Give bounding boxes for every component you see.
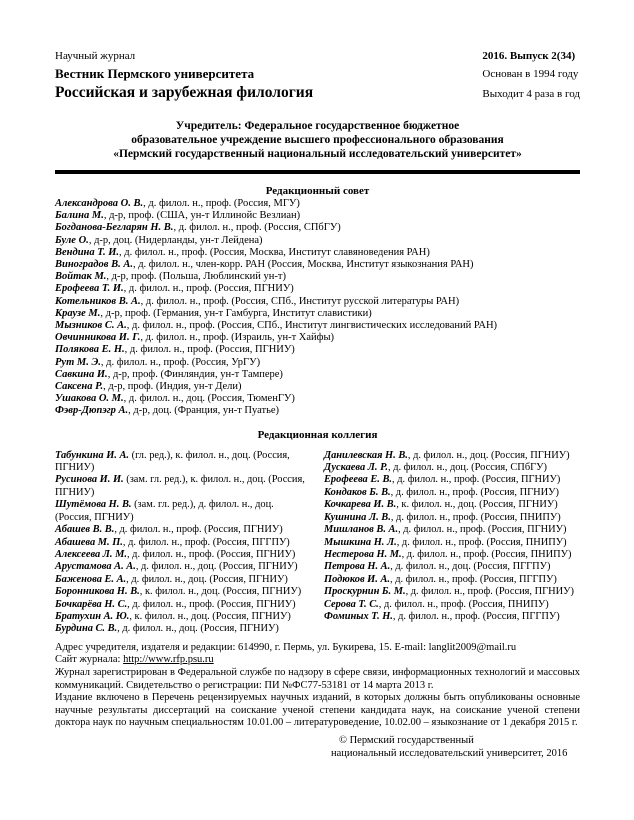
board-member: [324, 462, 580, 474]
inclusion-paragraph: Издание включено в Перечень рецензируемых научных изданий, в которых должны быть опубликованы основные научные результаты диссертаций на соискание ученой степени кандидата наук, на соискание ученой степени доктора наук по научным специальностям 10.01.00 – литературоведение, 10.02.00 – языкознание от 1 декабря 2015 г.: [55, 692, 580, 729]
board-member: [55, 611, 311, 623]
member-info: , к. филол. н., доц. (Россия, ПГНИУ): [139, 586, 302, 598]
board-member: [324, 549, 580, 561]
member-name: Краузе М.: [55, 307, 101, 319]
board-member: [55, 524, 311, 536]
member-name: Саксена Р.: [55, 381, 104, 393]
member-name: Войтак М.: [55, 271, 107, 283]
member-name: Кушнина Л. В.: [324, 511, 391, 523]
member-name: Табункина И. А.: [55, 449, 130, 461]
council-member: [55, 296, 580, 308]
member-info: , д-р, доц. (Франция, ун-т Пуатье): [128, 405, 280, 417]
board-member: [55, 561, 311, 573]
board-member: [55, 499, 311, 524]
board-member: [324, 450, 580, 462]
board-member: [324, 487, 580, 499]
board-member: [55, 549, 311, 561]
member-name: Бочкарёва Н. С.: [55, 598, 128, 610]
journal-site-link[interactable]: http://www.rfp.psu.ru: [123, 654, 214, 666]
council-member: [55, 357, 580, 369]
member-name: Рут М. Э.: [55, 356, 101, 368]
member-info: , д. филол. н., проф. (Россия, ПГНИУ): [405, 586, 574, 598]
founder-line: образовательное учреждение высшего профессионального образования: [131, 134, 504, 146]
member-info: , д. филол. н., проф. (Россия, ПГНИУ): [398, 524, 567, 536]
board-member: [55, 537, 311, 549]
member-name: Овчинникова И. Г.: [55, 332, 141, 344]
member-info: , д. филол. н., проф. (Россия, ПГГПУ): [390, 573, 557, 585]
member-info: , к. филол. н., доц. (Россия, ПГНИУ): [396, 499, 558, 511]
council-member: [55, 308, 580, 320]
member-name: Фэвр-Дюпэгр А.: [55, 405, 129, 417]
copyright-line-1: © Пермский государственный: [339, 734, 474, 746]
member-name: Подюков И. А.: [324, 573, 390, 585]
member-info: , д-р, проф. (США, ун-т Иллинойс Везлиан): [103, 210, 301, 222]
board-columns: [55, 450, 580, 636]
member-name: Савкина И.: [55, 368, 108, 380]
council-title: Редакционный совет: [265, 185, 370, 197]
member-info: , д. филол. н., проф. (Россия, ПГНИУ): [127, 598, 296, 610]
board-member: [324, 561, 580, 573]
board-member: [55, 450, 311, 475]
journal-type-label: Научный журнал: [55, 50, 136, 62]
board-member: [55, 574, 311, 586]
member-info: , д. филол. н., проф. (Россия, СПб., Институт лингвистических исследований РАН): [126, 320, 498, 332]
member-name: Петрова Н. А.: [324, 561, 391, 573]
member-name: Балина М.: [55, 210, 104, 222]
board-member: [324, 611, 580, 623]
member-info: , д. филол. н., доц. (Россия, ПГГПУ): [390, 561, 551, 573]
council-member: [55, 222, 580, 234]
council-member: [55, 271, 580, 283]
member-name: Александрова О. В.: [55, 198, 144, 209]
member-info: , д. филол. н., проф. (Россия, ПГГПУ): [122, 536, 290, 548]
member-info: , к. филол. н., доц. (Россия, ПГНИУ): [129, 610, 291, 622]
member-info: , д. филол. н., проф. (Россия, ПГГПУ): [392, 610, 560, 622]
council-member: [55, 283, 580, 295]
council-member: [55, 393, 580, 405]
member-name: Виноградов В. А.: [55, 259, 133, 271]
founder-statement: [55, 119, 580, 161]
council-member: [55, 344, 580, 356]
masthead-left: [55, 50, 313, 102]
board-member: [324, 537, 580, 549]
member-name: Дускаева Л. Р.: [324, 462, 388, 474]
member-info: , д. филол. н., проф. (Россия, СПб., Институт русской литературы РАН): [140, 295, 460, 307]
member-name: Ерофеева Т. И.: [55, 283, 124, 295]
council-member: [55, 198, 580, 210]
member-name: Шутёмова Н. В.: [55, 499, 132, 511]
member-name: Абашева М. П.: [55, 536, 123, 548]
board-member: [324, 599, 580, 611]
council-member: [55, 259, 580, 271]
member-info: , д. филол. н., проф. (Россия, ПНИПУ): [378, 598, 549, 610]
member-name: Данилевская Н. В.: [324, 449, 408, 461]
council-member: [55, 332, 580, 344]
board-member: [55, 586, 311, 598]
council-member: [55, 405, 580, 417]
member-name: Проскурнин Б. М.: [324, 586, 406, 598]
member-info: , д. филол. н., проф. (Россия, МГУ): [143, 198, 300, 209]
member-info: , д-р, проф. (Индия, ун-т Дели): [103, 381, 242, 393]
founded-label: Основан в 1994 году: [482, 68, 579, 80]
member-info: (гл. ред.), к. филол. н., доц. (Россия, ПГНИУ): [55, 449, 290, 474]
member-info: , д. филол. н., проф. (Россия, СПбГУ): [173, 222, 341, 234]
member-name: Кочкарева И. В.: [324, 499, 397, 511]
member-info: , д. филол. н., проф. (Россия, ПНИПУ): [401, 548, 572, 560]
board-member: [55, 599, 311, 611]
journal-title: Вестник Пермского университета: [55, 66, 255, 81]
member-name: Мызников С. А.: [55, 320, 127, 332]
member-info: , д-р, доц. (Нидерланды, ун-т Лейдена): [88, 234, 263, 246]
member-name: Ерофеева Е. В.: [324, 474, 393, 486]
board-member: [324, 474, 580, 486]
member-name: Фоминых Т. Н.: [324, 610, 393, 622]
masthead: [55, 50, 580, 102]
member-name: Боронникова Н. В.: [55, 586, 140, 598]
member-name: Братухин А. Ю.: [55, 610, 130, 622]
registration-paragraph: Журнал зарегистрирован в Федеральной службе по надзору в сфере связи, информационных технологий и массовых коммуникаций. Свидетельство о регистрации: ПИ №ФС77-53181 от 14 марта 2013 г.: [55, 666, 580, 691]
member-name: Мышкина Н. Л.: [324, 536, 397, 548]
member-info: , д. филол. н., доц. (Россия, ПГНИУ): [135, 561, 298, 573]
member-info: , д. филол. н., проф. (Россия, ПГНИУ): [392, 474, 561, 486]
member-name: Полякова Е. Н.: [55, 344, 125, 356]
frequency-label: Выходит 4 раза в год: [482, 88, 580, 100]
masthead-right: [482, 50, 580, 101]
member-name: Ушакова О. М.: [55, 393, 124, 405]
board-member: [324, 524, 580, 536]
member-info: , д. филол. н., проф. (Россия, ПГНИУ): [390, 486, 559, 498]
member-name: Арустамова А. А.: [55, 561, 136, 573]
member-name: Мишланов В. А.: [324, 524, 399, 536]
member-info: , д. филол. н., проф. (Россия, УрГУ): [100, 356, 261, 368]
member-info: , д. филол. н., проф. (Россия, ПГНИУ): [123, 283, 294, 295]
council-list: [55, 198, 580, 418]
member-info: (зам. гл. ред.), к. филол. н., доц. (Россия, ПГНИУ): [55, 474, 305, 498]
member-name: Абашев В. В.: [55, 524, 115, 536]
member-name: Буле О.: [55, 234, 89, 246]
board-member: [324, 574, 580, 586]
member-name: Кондаков Б. В.: [324, 486, 391, 498]
member-info: , д. филол. н., проф. (Россия, Москва, Институт славяноведения РАН): [119, 246, 430, 258]
member-info: , д. филол. н., проф. (Россия, ПНИПУ): [390, 511, 561, 523]
issue-label: 2016. Выпуск 2(34): [482, 50, 576, 62]
member-info: , д. филол. н., доц. (Россия, ПГНИУ): [126, 573, 288, 585]
copyright-line-2: национальный исследовательский университет, 2016: [331, 747, 568, 759]
member-info: , д. филол. н., доц. (Россия, ПГНИУ): [407, 449, 570, 461]
copyright-block: [331, 735, 580, 760]
board-column-right: [324, 450, 580, 636]
site-line: [55, 654, 580, 667]
board-title: Редакционная коллегия: [257, 428, 378, 441]
divider-rule: [55, 170, 580, 174]
member-name: Бурдина С. В.: [55, 623, 118, 635]
member-info: , д. филол. н., проф. (Россия, ПГНИУ): [126, 548, 296, 560]
board-member: [324, 512, 580, 524]
council-member: [55, 369, 580, 381]
board-member: [324, 586, 580, 598]
council-member: [55, 320, 580, 332]
member-info: , д-р, проф. (Польша, Люблинский ун-т): [106, 271, 286, 283]
member-info: , д. филол. н., доц. (Россия, ТюменГУ): [123, 393, 295, 405]
member-name: Вендина Т. И.: [55, 246, 120, 258]
member-info: , д. филол. н., доц. (Россия, СПбГУ): [388, 462, 547, 474]
member-name: Котельников В. А.: [55, 295, 141, 307]
founder-line: Учредитель: Федеральное государственное бюджетное: [175, 120, 460, 132]
member-name: Серова Т. С.: [324, 598, 379, 610]
member-info: , д-р, проф. (Финляндия, ун-т Тампере): [107, 368, 283, 380]
member-info: , д. филол. н., член-корр. РАН (Россия, Москва, Институт языкознания РАН): [132, 259, 474, 271]
journal-subtitle: Российская и зарубежная филология: [55, 84, 314, 101]
council-member: [55, 247, 580, 259]
board-column-left: [55, 450, 311, 636]
member-info: (зам. гл. ред.), д. филол. н., доц. (Россия, ПГНИУ): [55, 499, 274, 523]
address-line: Адрес учредителя, издателя и редакции: 614990, г. Пермь, ул. Букирева, 15. E-mail: langlit2009@mail.ru: [55, 641, 517, 653]
founder-line: «Пермский государственный национальный исследовательский университет»: [113, 148, 522, 160]
member-info: , д. филол. н., доц. (Россия, ПГНИУ): [117, 623, 279, 635]
member-info: , д. филол. н., проф. (Россия, ПГНИУ): [114, 524, 283, 536]
council-member: [55, 381, 580, 393]
member-info: , д. филол. н., проф. (Россия, ПГНИУ): [124, 344, 295, 356]
member-info: , д. филол. н., проф. (Россия, ПНИПУ): [396, 536, 567, 548]
member-name: Нестерова Н. М.: [324, 548, 402, 560]
footer: [55, 642, 580, 760]
member-name: Баженова Е. А.: [55, 573, 127, 585]
council-member: [55, 235, 580, 247]
board-member: [55, 474, 311, 499]
member-name: Русинова И. И.: [55, 474, 124, 486]
board-member: [55, 623, 311, 635]
site-label: Сайт журнала:: [55, 654, 124, 666]
board-member: [324, 499, 580, 511]
member-name: Богданова-Бегларян Н. В.: [55, 222, 174, 234]
member-info: , д-р, проф. (Германия, ун-т Гамбурга, Институт славистики): [100, 307, 372, 319]
member-name: Алексеева Л. М.: [55, 548, 127, 560]
council-member: [55, 210, 580, 222]
member-info: , д. филол. н., проф. (Израиль, ун-т Хайфы): [140, 332, 334, 344]
